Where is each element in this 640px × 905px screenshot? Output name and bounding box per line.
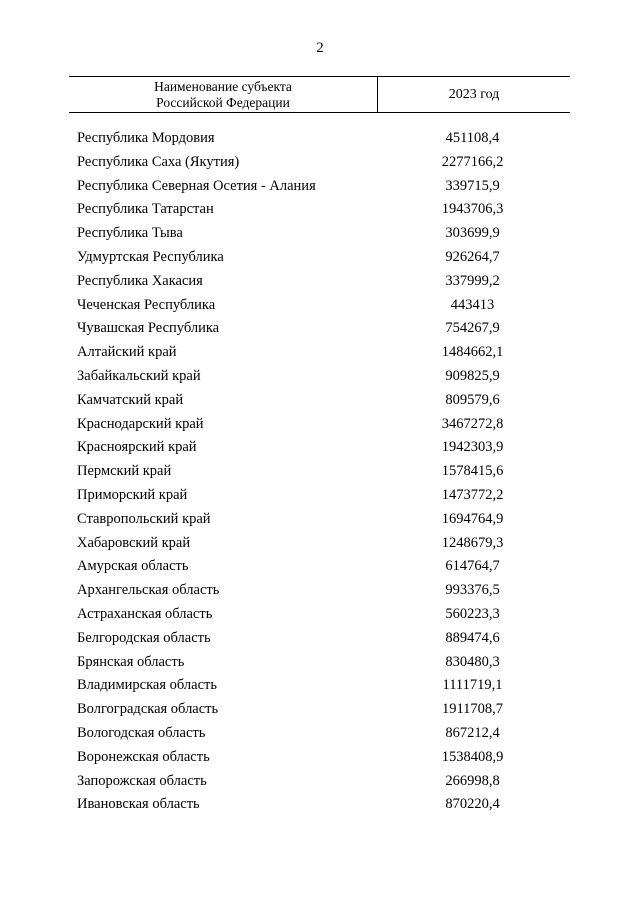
table-row xyxy=(0,793,640,817)
column-header-region-line2: Российской Федерации xyxy=(156,94,290,110)
table-row xyxy=(0,198,640,222)
region-value: 266998,8 xyxy=(445,772,500,789)
table-row xyxy=(0,627,640,651)
region-value: 560223,3 xyxy=(445,605,500,622)
region-value: 809579,6 xyxy=(445,391,500,408)
region-name: Республика Северная Осетия - Алания xyxy=(77,177,316,194)
region-value: 870220,4 xyxy=(445,796,500,813)
region-value: 1473772,2 xyxy=(441,486,504,503)
table-row xyxy=(0,341,640,365)
region-value: 339715,9 xyxy=(445,177,500,194)
region-value: 1484662,1 xyxy=(441,344,504,361)
region-value: 303699,9 xyxy=(445,225,500,242)
table-row xyxy=(0,722,640,746)
region-value: 443413 xyxy=(450,296,495,313)
table-row xyxy=(0,294,640,318)
region-value: 1248679,3 xyxy=(441,534,504,551)
region-name: Чувашская Республика xyxy=(77,320,220,337)
table-row xyxy=(0,413,640,437)
table-row xyxy=(0,365,640,389)
table-row xyxy=(0,484,640,508)
region-name: Республика Мордовия xyxy=(77,130,215,146)
region-name: Запорожская область xyxy=(77,772,207,789)
table-row xyxy=(0,151,640,175)
region-name: Хабаровский край xyxy=(77,534,191,551)
region-name: Ставропольский край xyxy=(77,510,211,527)
table-row xyxy=(0,508,640,532)
region-name: Красноярский край xyxy=(77,439,197,456)
region-value: 993376,5 xyxy=(445,582,500,599)
region-name: Алтайский край xyxy=(77,344,177,361)
table-row xyxy=(0,770,640,794)
table-row xyxy=(0,555,640,579)
column-header-year: 2023 год xyxy=(448,86,500,102)
table-header xyxy=(69,76,570,113)
region-value: 1538408,9 xyxy=(441,748,504,765)
region-name: Ивановская область xyxy=(77,796,200,813)
region-name: Приморский край xyxy=(77,486,188,503)
region-name: Краснодарский край xyxy=(77,415,204,432)
region-value: 451108,4 xyxy=(445,130,500,146)
region-name: Волгоградская область xyxy=(77,701,219,718)
region-value: 909825,9 xyxy=(445,367,500,384)
region-value: 2277166,2 xyxy=(441,153,504,170)
region-name: Удмуртская Республика xyxy=(77,248,224,265)
table-row xyxy=(0,270,640,294)
region-name: Пермский край xyxy=(77,463,172,480)
region-name: Забайкальский край xyxy=(77,367,201,384)
region-value: 926264,7 xyxy=(445,248,500,265)
region-name: Брянская область xyxy=(77,653,185,670)
table-row xyxy=(0,532,640,556)
column-header-region-line1: Наименование субъекта xyxy=(154,78,292,94)
region-value: 337999,2 xyxy=(445,272,500,289)
region-name: Чеченская Республика xyxy=(77,296,216,313)
region-value: 889474,6 xyxy=(445,629,500,646)
region-name: Республика Тыва xyxy=(77,225,183,242)
region-value: 614764,7 xyxy=(445,558,500,575)
table-row xyxy=(0,389,640,413)
region-value: 1111719,1 xyxy=(442,677,503,694)
table-row xyxy=(0,246,640,270)
table-row xyxy=(0,746,640,770)
region-value: 3467272,8 xyxy=(441,415,504,432)
region-value: 1942303,9 xyxy=(441,439,504,456)
table-row xyxy=(0,674,640,698)
region-value: 1578415,6 xyxy=(441,463,504,480)
region-name: Республика Хакасия xyxy=(77,272,203,289)
region-name: Амурская область xyxy=(77,558,189,575)
region-name: Астраханская область xyxy=(77,605,213,622)
region-value: 867212,4 xyxy=(445,724,500,741)
table-row xyxy=(0,222,640,246)
region-value: 830480,3 xyxy=(445,653,500,670)
region-name: Камчатский край xyxy=(77,391,184,408)
table-row xyxy=(0,460,640,484)
region-name: Владимирская область xyxy=(77,677,217,694)
table-row xyxy=(0,651,640,675)
table-row xyxy=(0,175,640,199)
page-number: 2 xyxy=(316,40,324,56)
table-row xyxy=(0,127,640,151)
region-value: 754267,9 xyxy=(445,320,500,337)
region-name: Белгородская область xyxy=(77,629,211,646)
table-row xyxy=(0,603,640,627)
table-row xyxy=(0,698,640,722)
region-name: Республика Саха (Якутия) xyxy=(77,153,240,170)
region-name: Республика Татарстан xyxy=(77,201,214,218)
region-name: Воронежская область xyxy=(77,748,210,765)
table-row xyxy=(0,579,640,603)
region-value: 1694764,9 xyxy=(441,510,504,527)
table-row xyxy=(0,436,640,460)
table-body xyxy=(0,127,640,817)
region-value: 1911708,7 xyxy=(441,701,504,718)
region-value: 1943706,3 xyxy=(441,201,504,218)
column-header-region xyxy=(69,77,378,112)
region-name: Вологодская область xyxy=(77,724,206,741)
region-name: Архангельская область xyxy=(77,582,220,599)
table-row xyxy=(0,317,640,341)
